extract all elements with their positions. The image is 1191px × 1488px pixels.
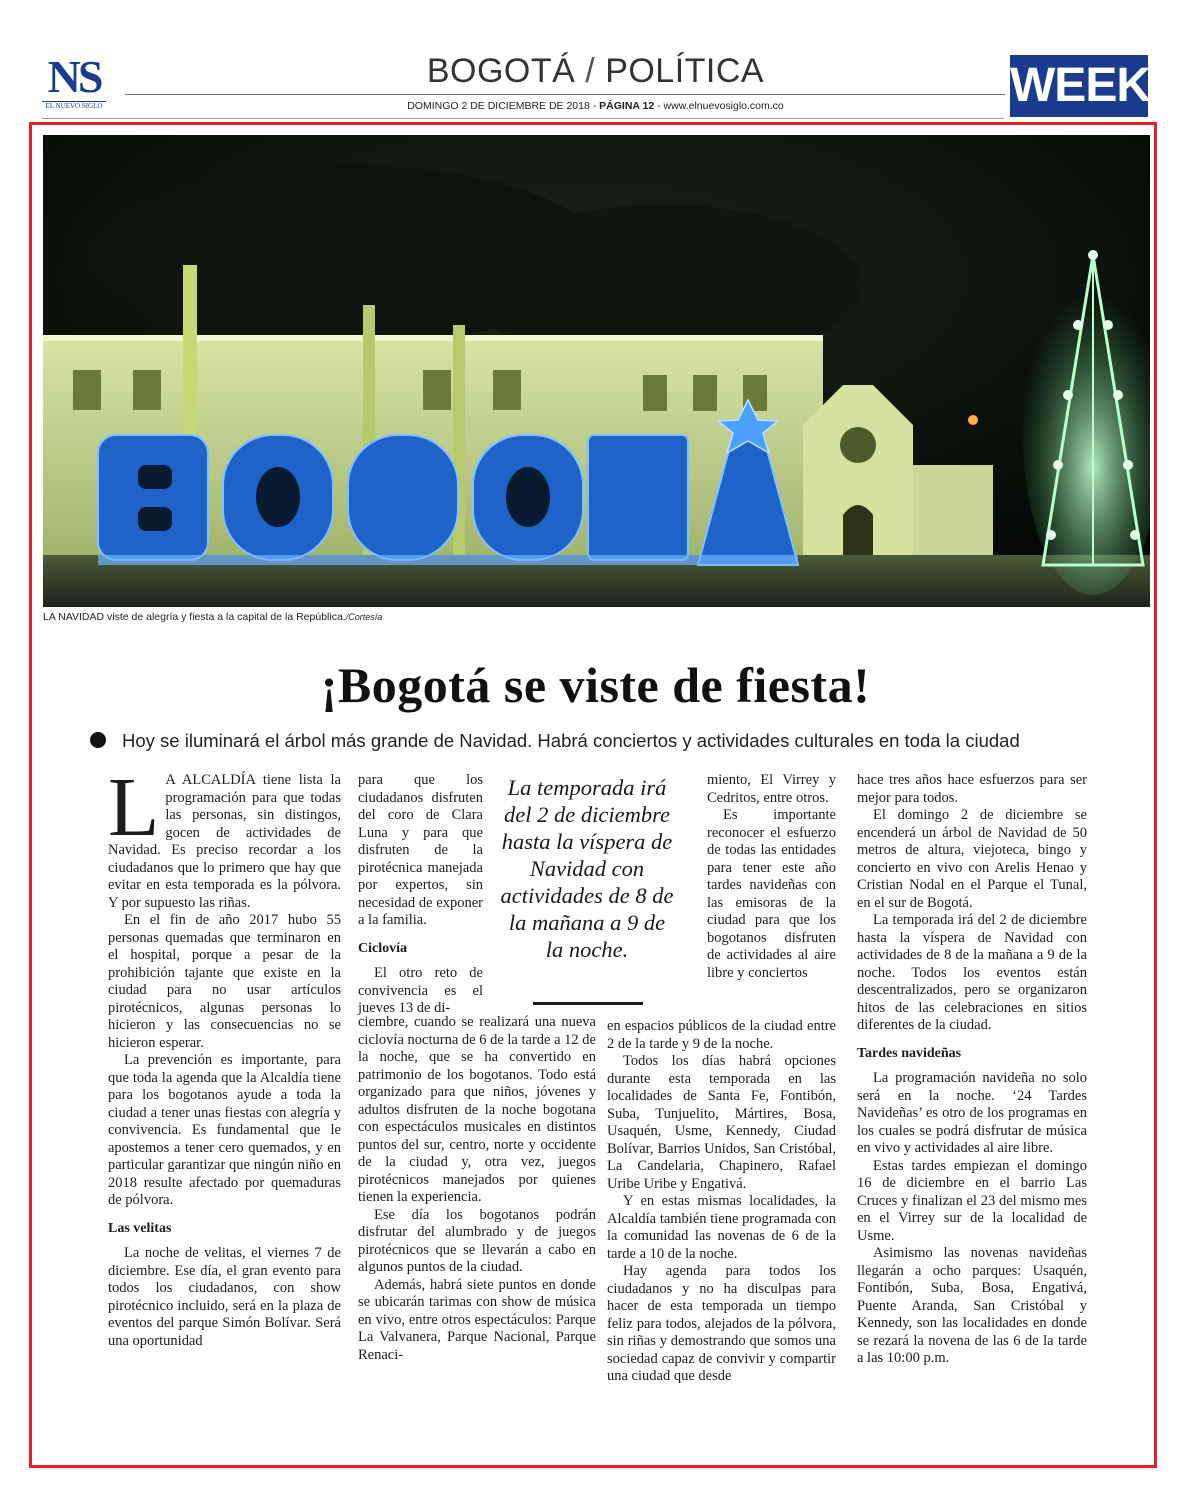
article-headline: ¡Bogotá se viste de fiesta! xyxy=(320,657,871,713)
paragraph: Hay agenda para todos los ciudadanos y no ha disculpas para hacer de esta temporada un tiempo feliz para todos, alejados de la pólvora, sin riñas y demostrando que somos una sociedad capaz de convivir y compartir una ciudad que desde xyxy=(607,1263,836,1384)
photo-caption xyxy=(43,611,382,623)
photo-credit: /Cortesía xyxy=(345,612,383,622)
dateline-date: DOMINGO 2 DE DICIEMBRE DE 2018 - xyxy=(407,100,600,112)
paragraph: hace tres años hace esfuerzos para ser mejor para todos. xyxy=(857,772,1087,806)
paragraph: Estas tardes empiezan el domingo 16 de diciembre en el barrio Las Cruces y finalizan el 23 del mismo mes en el Virrey sur de la localidad de Usme. xyxy=(857,1157,1087,1244)
paragraph: Ese día los bogotanos podrán disfrutar del alumbrado y de juegos pirotécnicos que se llevarán a cabo en algunos puntos de la ciudad. xyxy=(358,1206,596,1275)
photo-caption-text: LA NAVIDAD viste de alegría y fiesta a la capital de la República. xyxy=(43,611,346,623)
pull-quote: La temporada irá del 2 de diciembre hasta la víspera de Navidad con actividades de 8 de la mañana a 9 de la noche. xyxy=(500,775,674,962)
paragraph: Además, habrá siete puntos en donde se ubicarán tarimas con show de música en vivo, entre otros espectáculos: Parque La Valvanera, Parque Nacional, Parque Renaci- xyxy=(358,1276,596,1363)
paragraph: miento, El Virrey y Cedritos, entre otros. xyxy=(707,772,836,806)
header-rule xyxy=(125,94,1005,95)
column-3-top xyxy=(707,772,836,982)
paragraph: La temporada irá del 2 de diciembre hasta la víspera de Navidad con actividades de 8 de la mañana a 9 de la noche. Todos los eventos están descentralizados, pero se organizaron hitos de las celebraciones en sitios diferentes de la ciudad. xyxy=(857,912,1087,1033)
column-2-top xyxy=(358,772,483,1018)
section-separator: / xyxy=(585,52,596,90)
week-logo: WEEK xyxy=(1010,55,1148,117)
article-deck-text: Hoy se iluminará el árbol más grande de Navidad. Habrá conciertos y actividades culturales en toda la ciudad xyxy=(122,730,1020,751)
logo-ns-letters: NS xyxy=(47,51,101,102)
subheading-ciclovia: Ciclovía xyxy=(358,940,407,956)
header-rule-lower xyxy=(42,118,1004,119)
paragraph: Y en estas mismas localidades, la Alcaldía también tiene programada con la comunidad las novenas de 6 de la tarde a 10 de la noche. xyxy=(607,1193,836,1262)
column-3-bottom xyxy=(607,1018,836,1386)
paragraph: para que los ciudadanos disfruten del coro de Clara Luna y para que disfruten de la pirotécnica manejada por expertos, sin necesidad de exponer a la familia. xyxy=(358,772,483,928)
paragraph: La programación navideña no solo será en la noche. ‘24 Tardes Navideñas’ es otro de los programas en los cuales se podrá disfrutar de música en vivo y actividades al aire libre. xyxy=(857,1070,1087,1156)
subheading-tardes-navidenas: Tardes navideñas xyxy=(857,1045,962,1061)
bullet-icon xyxy=(90,732,106,748)
logo-ns-subtitle: EL NUEVO SIGLO xyxy=(42,101,106,110)
subheading-las-velitas: Las velitas xyxy=(108,1220,172,1236)
paragraph: El domingo 2 de diciembre se encenderá un árbol de Navidad de 50 metros de altura, viejoteca, bingo y concierto en vivo con Arelis Henao y Cristian Nodal en el Parque el Tunal, en el sur de Bogotá. xyxy=(857,807,1087,911)
dropcap: L xyxy=(108,761,160,854)
paragraph: La noche de velitas, el viernes 7 de diciembre. Ese día, el gran evento para todos los ciudadanos, con show pirotécnico incluido, será en la plaza de eventos del parque Simón Bolívar. Será una oportunidad xyxy=(108,1245,341,1349)
paragraph xyxy=(108,761,341,912)
column-4 xyxy=(857,772,1087,1368)
column-2-bottom xyxy=(358,1014,596,1364)
paragraph: en espacios públicos de la ciudad entre 2 de la tarde y 9 de la noche. xyxy=(607,1018,836,1052)
paragraph: La prevención es importante, para que toda la agenda que la Alcaldía tiene para los bogotanos ayude a toda la ciudad a tener unas fiestas con alegría y convivencia. Es fundamental que le apostemos a tener cero quemados, y en particular garantizar que ningún niño en 2018 resulte afectado por quemaduras de pólvora. xyxy=(108,1052,341,1208)
article-photo xyxy=(43,135,1150,607)
christmas-lights-photo xyxy=(43,135,1150,607)
paragraph-text: A ALCALDÍA tiene lista la programación para que todas las personas, sin distingos, gocen de actividades de Navidad. Es preciso recordar a los ciudadanos que lo primero que hay que evitar en esta temporada es la pólvora. Y por supuesto las riñas. xyxy=(108,772,341,911)
paragraph: ciembre, cuando se realizará una nueva ciclovía nocturna de 6 de la tarde a 12 de la noche, que se ha convertido en patrimonio de los bogotanos. Todo está organizado para que niños, jóvenes y adultos disfruten de la noche bogotana con espectáculos musicales en distintos puntos del sur, centro, norte y occidente de la ciudad y, otra vez, juegos pirotécnicos manejados por quienes tienen la experiencia. xyxy=(358,1014,596,1205)
subsection-name: POLÍTICA xyxy=(605,52,765,90)
dateline-url: - www.elnuevosiglo.com.co xyxy=(654,100,784,112)
article-deck xyxy=(90,730,1180,752)
pull-quote-rule xyxy=(533,1002,643,1005)
paragraph: En el fin de año 2017 hubo 55 personas quemadas que terminaron en el hospital, porque a pesar de la prohibición tajante que existe en la ciudad para no usar artículos pirotécnicos, algunas personas lo hicieron y las consecuencias no se hicieron esperar. xyxy=(108,912,341,1051)
paragraph: Todos los días habrá opciones durante esta temporada en las localidades de Santa Fe, Fontibón, Suba, Tunjuelito, Mártires, Bosa, Usaquén, Usme, Kennedy, Ciudad Bolívar, Barrios Unidos, San Cristóbal, La Candelaria, Chapinero, Rafael Uribe Uribe y Engativá. xyxy=(607,1053,836,1192)
paragraph: El otro reto de convivencia es el jueves 13 de di- xyxy=(358,965,483,1016)
paragraph: Asimismo las novenas navideñas llegarán a ocho parques: Usaquén, Fontibón, Suba, Bosa, Engativá, Puente Aranda, San Cristóbal y Kennedy, son las localidades en donde se rezará la novena de las 6 de la tarde a las 10:00 p.m. xyxy=(857,1245,1087,1366)
dateline-page: PÁGINA 12 xyxy=(599,100,655,112)
paragraph: Es importante reconocer el esfuerzo de todas las entidades para tener este año tardes navideñas con las emisoras de la ciudad para que los bogotanos disfruten de actividades al aire libre y conciertos xyxy=(707,807,836,981)
section-name: BOGOTÁ xyxy=(426,52,576,90)
column-1 xyxy=(108,761,341,1350)
